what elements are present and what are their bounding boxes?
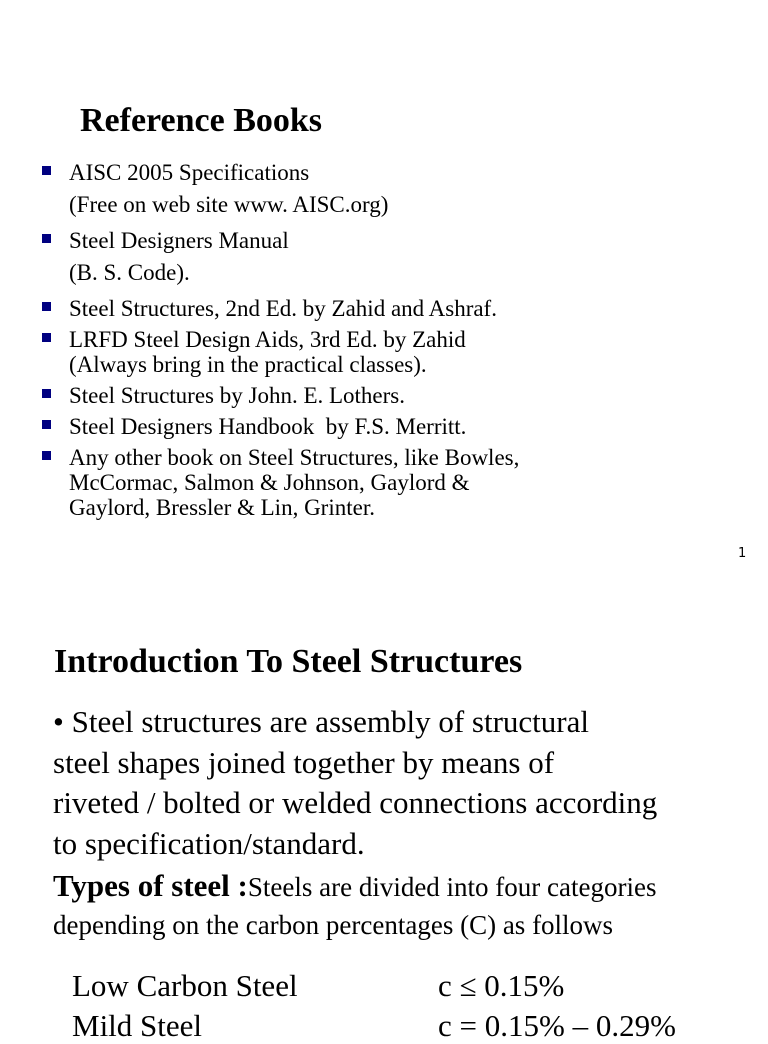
list-item-line: McCormac, Salmon & Johnson, Gaylord & <box>69 470 470 495</box>
list-item-line: (B. S. Code). <box>69 260 190 285</box>
bullet-icon <box>42 389 51 398</box>
slide-introduction <box>0 580 768 1043</box>
slide-title: Introduction To Steel Structures <box>54 643 523 680</box>
carbon-range: c = 0.15% – 0.29% <box>438 1008 676 1043</box>
steel-type: Mild Steel <box>72 1008 203 1043</box>
list-item-line: AISC 2005 Specifications <box>69 160 310 185</box>
carbon-table-row <box>72 968 564 1004</box>
bullet-icon <box>42 333 51 342</box>
carbon-table-row <box>72 1008 676 1044</box>
bullet-icon <box>42 234 51 243</box>
steel-type: Low Carbon Steel <box>72 968 298 1003</box>
list-item-line: Steel Designers Handbook by F.S. Merritt. <box>69 414 467 439</box>
paragraph-line: to specification/standard. <box>53 826 365 861</box>
bullet-icon <box>42 302 51 311</box>
types-description-line: depending on the carbon percentages (C) as follows <box>53 910 614 940</box>
list-item-line: (Always bring in the practical classes). <box>69 352 427 377</box>
list-item-line: LRFD Steel Design Aids, 3rd Ed. by Zahid <box>69 327 466 352</box>
page-number: 1 <box>738 546 747 561</box>
list-item-line: Steel Designers Manual <box>69 228 289 253</box>
paragraph-line: • Steel structures are assembly of structural <box>53 704 589 739</box>
bullet-icon <box>42 451 51 460</box>
types-description: Steels are divided into four categories <box>247 872 657 902</box>
slide-title: Reference Books <box>80 102 323 139</box>
bullet-icon <box>42 166 51 175</box>
carbon-range: c ≤ 0.15% <box>438 968 565 1003</box>
paragraph-line: riveted / bolted or welded connections according <box>53 785 658 820</box>
list-item-line: Steel Structures, 2nd Ed. by Zahid and Ashraf. <box>69 296 497 321</box>
list-item-line: Steel Structures by John. E. Lothers. <box>69 383 406 408</box>
bullet-icon <box>42 420 51 429</box>
list-item-line: Gaylord, Bressler & Lin, Grinter. <box>69 495 375 520</box>
list-item-line: (Free on web site www. AISC.org) <box>69 192 389 217</box>
types-of-steel <box>53 868 656 904</box>
list-item-line: Any other book on Steel Structures, like Bowles, <box>69 445 520 470</box>
paragraph-line: steel shapes joined together by means of <box>53 745 555 780</box>
types-heading: Types of steel : <box>53 868 248 903</box>
